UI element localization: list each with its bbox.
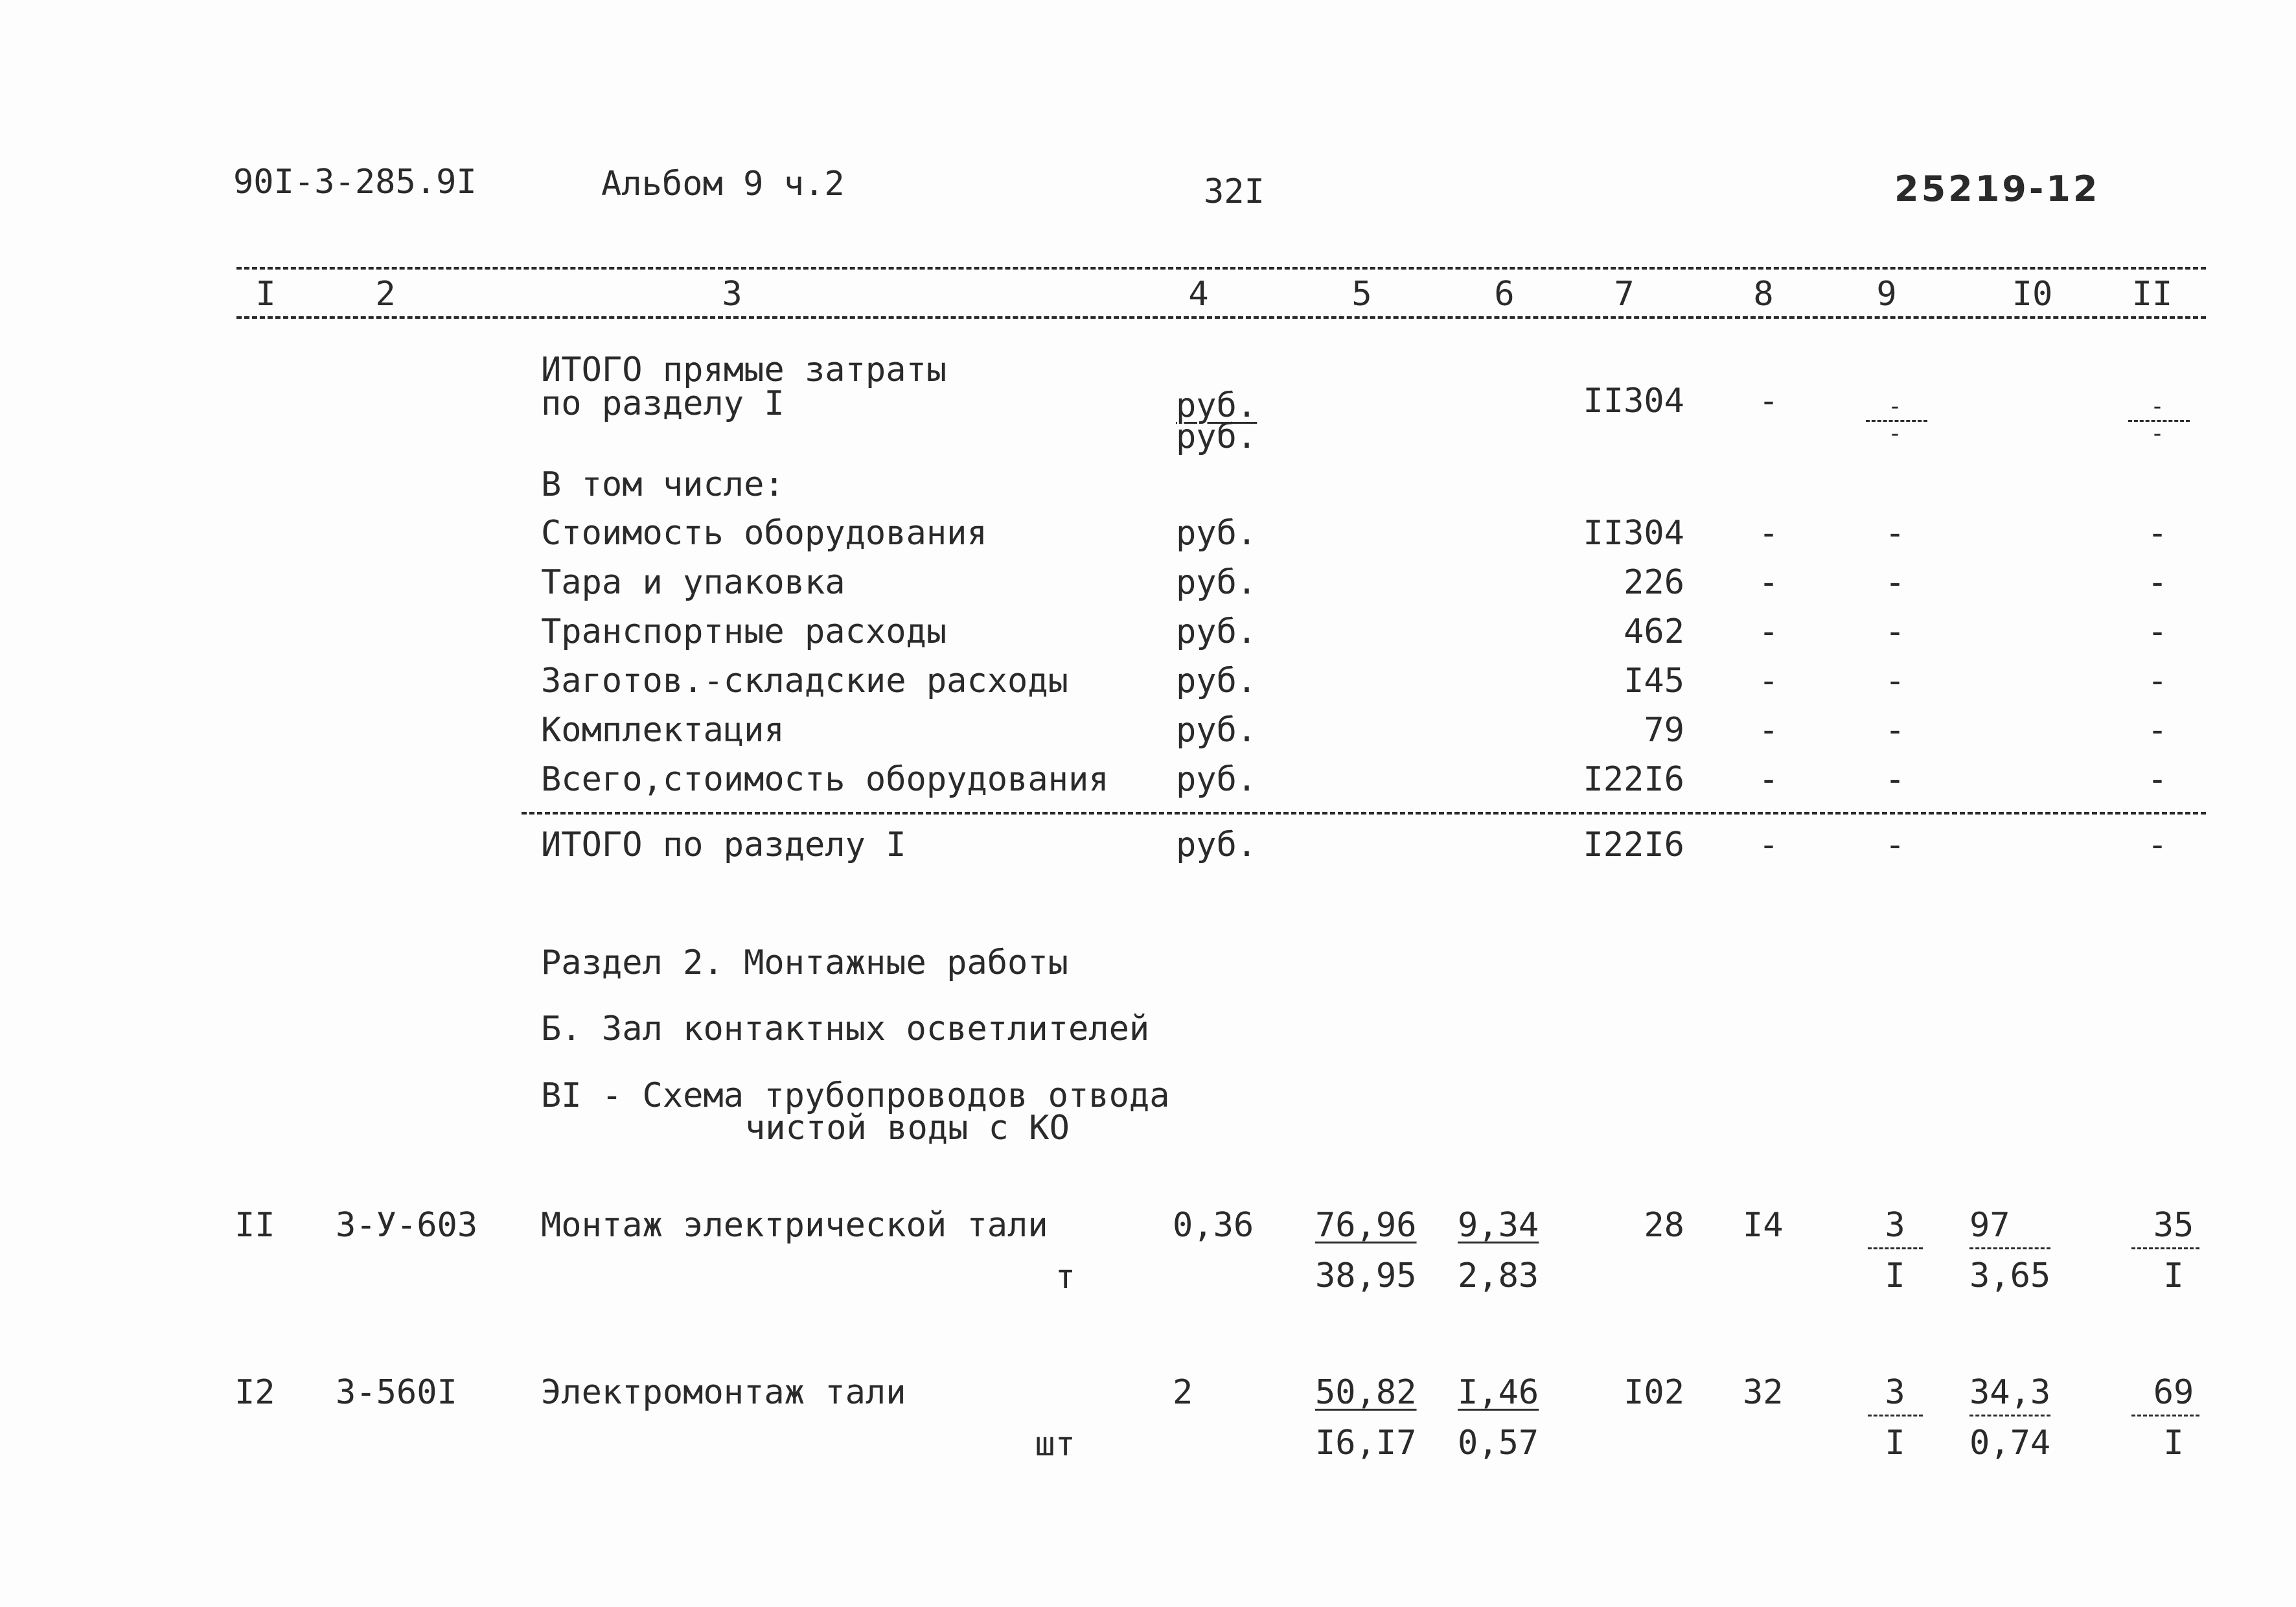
breakdown-name: Заготов.-складские расходы (541, 662, 1068, 700)
item-col11-fraction-line (2131, 1415, 2199, 1416)
total-direct-label-line2: по разделу I (541, 384, 785, 423)
item-col9-top: 3 (1885, 1206, 1905, 1245)
column-header-11: II (2131, 275, 2173, 314)
section-total-col8: - (1758, 826, 1779, 864)
breakdown-col7: 462 (1624, 612, 1684, 651)
section2-subtitle: Б. Зал контактных осветлителей (541, 1010, 1150, 1048)
column-header-4: 4 (1188, 275, 1209, 314)
total-direct-col9-top: - (1888, 393, 1902, 420)
item-col5-bottom: 38,95 (1315, 1256, 1417, 1295)
scheme-title-line2: чистой воды с КО (745, 1109, 1070, 1148)
scheme-title-line1: ВI - Схема трубопроводов отвода (541, 1076, 1170, 1115)
breakdown-unit: руб. (1176, 711, 1257, 750)
breakdown-col11: - (2147, 563, 2168, 602)
item-col11-top: 69 (2153, 1373, 2194, 1412)
column-header-7: 7 (1614, 275, 1635, 314)
column-header-5: 5 (1351, 275, 1372, 314)
breakdown-col9: - (1885, 612, 1905, 651)
breakdown-name: Транспортные расходы (541, 612, 947, 651)
section-total-separator (522, 812, 2206, 815)
breakdown-col7: 226 (1624, 563, 1684, 602)
item-col6-bottom: 0,57 (1458, 1424, 1539, 1462)
item-unit: т (1055, 1258, 1075, 1297)
breakdown-name: Тара и упаковка (541, 563, 845, 602)
item-col9-bottom: I (1885, 1424, 1905, 1462)
section-total-col11: - (2147, 826, 2168, 864)
section-total-name: ИТОГО по разделу I (541, 826, 906, 864)
total-direct-label-line1: ИТОГО прямые затраты (541, 351, 947, 389)
breakdown-col8: - (1758, 760, 1779, 799)
item-col9-top: 3 (1885, 1373, 1905, 1412)
breakdown-col7: I22I6 (1583, 760, 1684, 799)
breakdown-col11: - (2147, 662, 2168, 700)
total-direct-col8: - (1758, 382, 1779, 421)
item-number: II (235, 1206, 275, 1245)
item-col11-bottom: I (2163, 1424, 2184, 1462)
column-header-top-line (236, 267, 2206, 270)
column-header-9: 9 (1876, 275, 1897, 314)
item-col10-top: 34,3 (1969, 1373, 2051, 1412)
breakdown-col11: - (2147, 612, 2168, 651)
column-header-6: 6 (1494, 275, 1515, 314)
item-col6-bottom: 2,83 (1458, 1256, 1539, 1295)
column-header-3: 3 (722, 275, 742, 314)
breakdown-col8: - (1758, 662, 1779, 700)
breakdown-unit: руб. (1176, 662, 1257, 700)
total-direct-col7: II304 (1583, 382, 1684, 421)
item-quantity: 2 (1173, 1373, 1193, 1412)
item-col8: I4 (1743, 1206, 1784, 1245)
item-unit: шт (1035, 1425, 1075, 1464)
breakdown-col9: - (1885, 711, 1905, 750)
item-col11-fraction-line (2131, 1247, 2199, 1249)
breakdown-col8: - (1758, 514, 1779, 553)
item-col6-top: I,46 (1458, 1373, 1539, 1412)
item-col11-bottom: I (2163, 1256, 2184, 1295)
breakdown-col8: - (1758, 563, 1779, 602)
breakdown-col8: - (1758, 612, 1779, 651)
item-col10-fraction-line (1969, 1415, 2050, 1416)
section2-title: Раздел 2. Монтажные работы (541, 943, 1068, 982)
page-number: 32I (1204, 172, 1265, 211)
section-total-col9: - (1885, 826, 1905, 864)
breakdown-name: Всего,стоимость оборудования (541, 760, 1109, 799)
section-total-col7: I22I6 (1583, 826, 1684, 864)
breakdown-col9: - (1885, 760, 1905, 799)
breakdown-col11: - (2147, 760, 2168, 799)
item-col9-fraction-line (1868, 1247, 1923, 1249)
total-direct-col11-bottom: - (2150, 421, 2164, 447)
breakdown-col7: I45 (1624, 662, 1684, 700)
breakdown-col7: 79 (1644, 711, 1684, 750)
item-col5-top: 50,82 (1315, 1373, 1417, 1412)
including-label: В том числе: (541, 465, 785, 504)
section-total-unit: руб. (1176, 826, 1257, 864)
item-col6-top: 9,34 (1458, 1206, 1539, 1245)
total-direct-col9-bottom: - (1888, 421, 1902, 447)
item-col10-bottom: 3,65 (1969, 1256, 2051, 1295)
item-col7: I02 (1624, 1373, 1684, 1412)
breakdown-col8: - (1758, 711, 1779, 750)
breakdown-col9: - (1885, 563, 1905, 602)
breakdown-col11: - (2147, 514, 2168, 553)
item-col11-top: 35 (2153, 1206, 2194, 1245)
column-header-bottom-line (236, 316, 2206, 319)
item-quantity: 0,36 (1173, 1206, 1254, 1245)
breakdown-unit: руб. (1176, 612, 1257, 651)
breakdown-unit: руб. (1176, 563, 1257, 602)
breakdown-col9: - (1885, 662, 1905, 700)
breakdown-unit: руб. (1176, 760, 1257, 799)
total-direct-col11-top: - (2150, 393, 2164, 420)
item-name: Электромонтаж тали (541, 1373, 906, 1412)
item-code: 3-У-603 (336, 1206, 478, 1245)
item-col10-top: 97 (1969, 1206, 2010, 1245)
column-header-1: I (255, 275, 276, 314)
breakdown-col7: II304 (1583, 514, 1684, 553)
column-header-2: 2 (375, 275, 396, 314)
breakdown-unit: руб. (1176, 514, 1257, 553)
breakdown-name: Комплектация (541, 711, 785, 750)
column-header-8: 8 (1753, 275, 1774, 314)
item-name: Монтаж электрической тали (541, 1206, 1048, 1245)
item-col7: 28 (1644, 1206, 1684, 1245)
item-col8: 32 (1743, 1373, 1784, 1412)
item-col10-fraction-line (1969, 1247, 2050, 1249)
doc-code: 90I-3-285.9I (233, 163, 477, 202)
breakdown-col9: - (1885, 514, 1905, 553)
item-col5-top: 76,96 (1315, 1206, 1417, 1245)
breakdown-col11: - (2147, 711, 2168, 750)
total-direct-unit-top: руб. (1176, 386, 1257, 425)
item-col9-bottom: I (1885, 1256, 1905, 1295)
column-header-10: I0 (2012, 275, 2053, 314)
album-label: Альбом 9 ч.2 (601, 165, 845, 203)
item-col10-bottom: 0,74 (1969, 1424, 2051, 1462)
archive-stamp: 25219-12 (1894, 168, 2100, 209)
item-number: I2 (235, 1373, 275, 1412)
breakdown-name: Стоимость оборудования (541, 514, 987, 553)
item-col9-fraction-line (1868, 1415, 1923, 1416)
item-code: 3-560I (336, 1373, 457, 1412)
item-col5-bottom: I6,I7 (1315, 1424, 1417, 1462)
total-direct-unit-bottom: руб. (1176, 417, 1257, 456)
